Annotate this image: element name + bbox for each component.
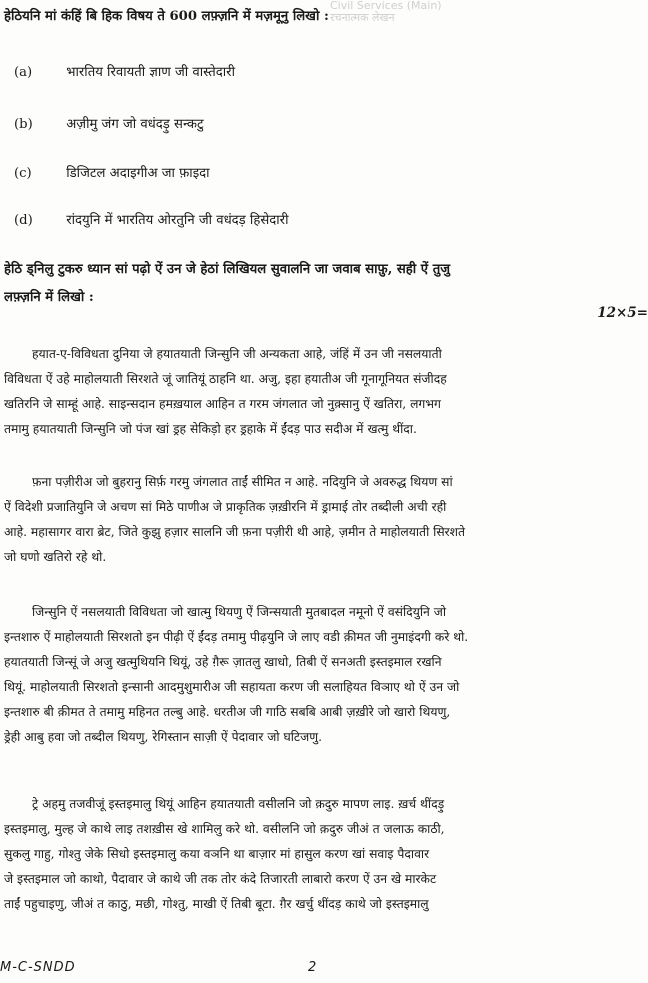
passage-line: खतिरनि जे साम्हूं आहे. साइन्सदान हमख़याल आहिन त गरम जंगलात जो नुक़्सानु ऐं खतिरा, लगभग: [4, 397, 441, 411]
option-label: (a): [14, 65, 33, 80]
option-text: भारतिय रिवायती ज्ञाण जी वास्तेदारी: [66, 65, 235, 80]
marks-label: 12×5=: [597, 305, 648, 321]
passage-line: इन्तशारु बी क़ीमत ते तमामु महिनत तल्बु आहे. धरतीअ जी गाठि सबबि आबी ज़ख़ीरे जो खारो थियणु,: [4, 705, 451, 719]
bleed-through-line: रचनात्मक लेखन: [330, 11, 395, 24]
option-a: [14, 62, 235, 80]
option-label: (c): [14, 166, 32, 181]
bleed-through-line: Civil Services (Main): [330, 0, 442, 12]
passage-line: हयात-ए-विविधता दुनिया जे हयातयाती जिन्सुनि जी अन्यकता आहे, जंहिं में उन जी नसलयाती: [32, 347, 442, 361]
passage-paragraph-3: [4, 600, 644, 750]
option-d: [14, 210, 289, 228]
option-label: (d): [14, 213, 33, 228]
option-text: अज़ीमु जंग जो वधंदड़ु सन्कटु: [66, 117, 204, 132]
option-b: [14, 114, 204, 132]
option-text: रांदयुनि में भारतिय ओरतुनि जी वधंदड़ हिसेदारी: [66, 213, 289, 228]
instruction-line: लफ़्ज़नि में लिखो :: [4, 290, 94, 305]
page-number: 2: [308, 960, 317, 975]
passage-line: इन्तशारु ऐं माहोलयाती सिरशतो इन पीढ़ी ऐं ईंदड़ तमामु पीढ़युनि जे लाए वडी क़ीमत जी नुमाइंदगी करे थो.: [4, 630, 469, 644]
passage-line: ट्रे अहमु तजवीजूं इस्तइमालु थियूं आहिन हयातयाती वसीलनि जो क़दुरु मापण लाइ. ख़र्च थींदड़ु: [32, 797, 445, 811]
option-label: (b): [14, 117, 33, 132]
paper-code: M-C-SNDD: [0, 960, 76, 975]
option-c: [14, 163, 210, 181]
passage-line: ताईं पहुचाइणु, जीअं त काठु, मछी, गोश्तु, माखी ऐं तिबी बूटा. ग़ैर खर्चु थींदड़ काथे जो इस्तइमालु: [4, 897, 429, 911]
passage-paragraph-2: [4, 470, 644, 570]
passage-paragraph-4: [4, 792, 644, 917]
passage-line: तमामु हयातयाती जिन्सुनि जो पंज खां ड्रह सेकिड़ो हर ड्रहाके में ईंदड़ पाउ सदीअ में खत्मु थींदा.: [4, 422, 417, 436]
passage-line: जो घणो खतिरो रहे थो.: [4, 550, 107, 564]
passage-line: जे इस्तइमाल जो काथो, पैदावार जे काथे जी तक तोर कंदे तिजारती लाबारो करण ऐं उन खे मारकेट: [4, 872, 437, 886]
instruction-line: हेठि ड्निलु टुकरु ध्यान सां पढ़ो ऐं उन जे हेठां लिखियल सुवालनि जा जवाब साफ़ु, सही ऐं तुजु: [4, 262, 450, 277]
passage-line: हयातयाती जिन्सूं जे अजु खत्मुथियनि थियूं, उहे ग़ैरू ज़ातलु खाधो, तिबी ऐं सनअती इस्तइमाल रखनि: [4, 655, 442, 669]
passage-line: ड्रेही आबु हवा जो तब्दील थियणु, रेगिस्तान साज़ी ऐं पेदावार जो घटिजणु.: [4, 730, 323, 744]
question-1-instruction: हेठियनि मां कंहिं बि हिक विषय ते 600 लफ़्ज़नि में मज़मूनु लिखो :: [4, 9, 329, 24]
question-2-instruction: [4, 256, 644, 312]
passage-line: फ़ना पज़ीरीअ जो बुहरानु सिर्फ़ गरमु जंगलात ताईं सीमित न आहे. नदियुनि जे अवरुद्ध थियण सां: [32, 475, 453, 489]
passage-line: विविधता ऐं उहे माहोलयाती सिरशते जूं जातियूं ठाहनि था. अजु, इहा हयातीअ जी गूनागूनियत संजीदह: [4, 372, 447, 386]
passage-line: आहे. महासागर वारा ब्रेट, जिते कुझु हज़ार सालनि जी फ़ना पज़ीरी थी आहे, ज़मीन ते माहोलयाती सिरशते: [4, 525, 466, 539]
passage-paragraph-1: [4, 342, 644, 442]
passage-line: सुकलु गाहु, गोश्तु जेके सिधो इस्तइमालु कया वञनि था बाज़ार मां हासुल करण खां सवाइ पैदावार: [4, 847, 430, 861]
passage-line: इस्तइमालु, मुल्ह जे काथे लाइ तशख़ीस खे शामिलु करे थो. वसीलनि जो क़दुरु जीअं त जलाऊ काठी,: [4, 822, 445, 836]
passage-line: थियूं. माहोलयाती सिरशतो इन्सानी आदमुशुमारीअ जी सहायता करण जी सलाहियत विञाए थो ऐं उन जो: [4, 680, 460, 694]
passage-line: जिन्सुनि ऐं नसलयाती विविधता जो खात्मु थियणु ऐं जिन्सयाती मुतबादल नमूनो ऐं वसंदियुनि जो: [32, 605, 447, 619]
option-text: डिजिटल अदाइगीअ जा फ़ाइदा: [66, 166, 210, 181]
passage-line: ऐं विदेशी प्रजातियुनि जे अचण सां मिठे पाणीअ जे प्राकृतिक ज़ख़ीरनि में ड्रामाई तोर तब्दीली अची रही: [4, 500, 447, 514]
bleed-through-text: [330, 0, 442, 24]
